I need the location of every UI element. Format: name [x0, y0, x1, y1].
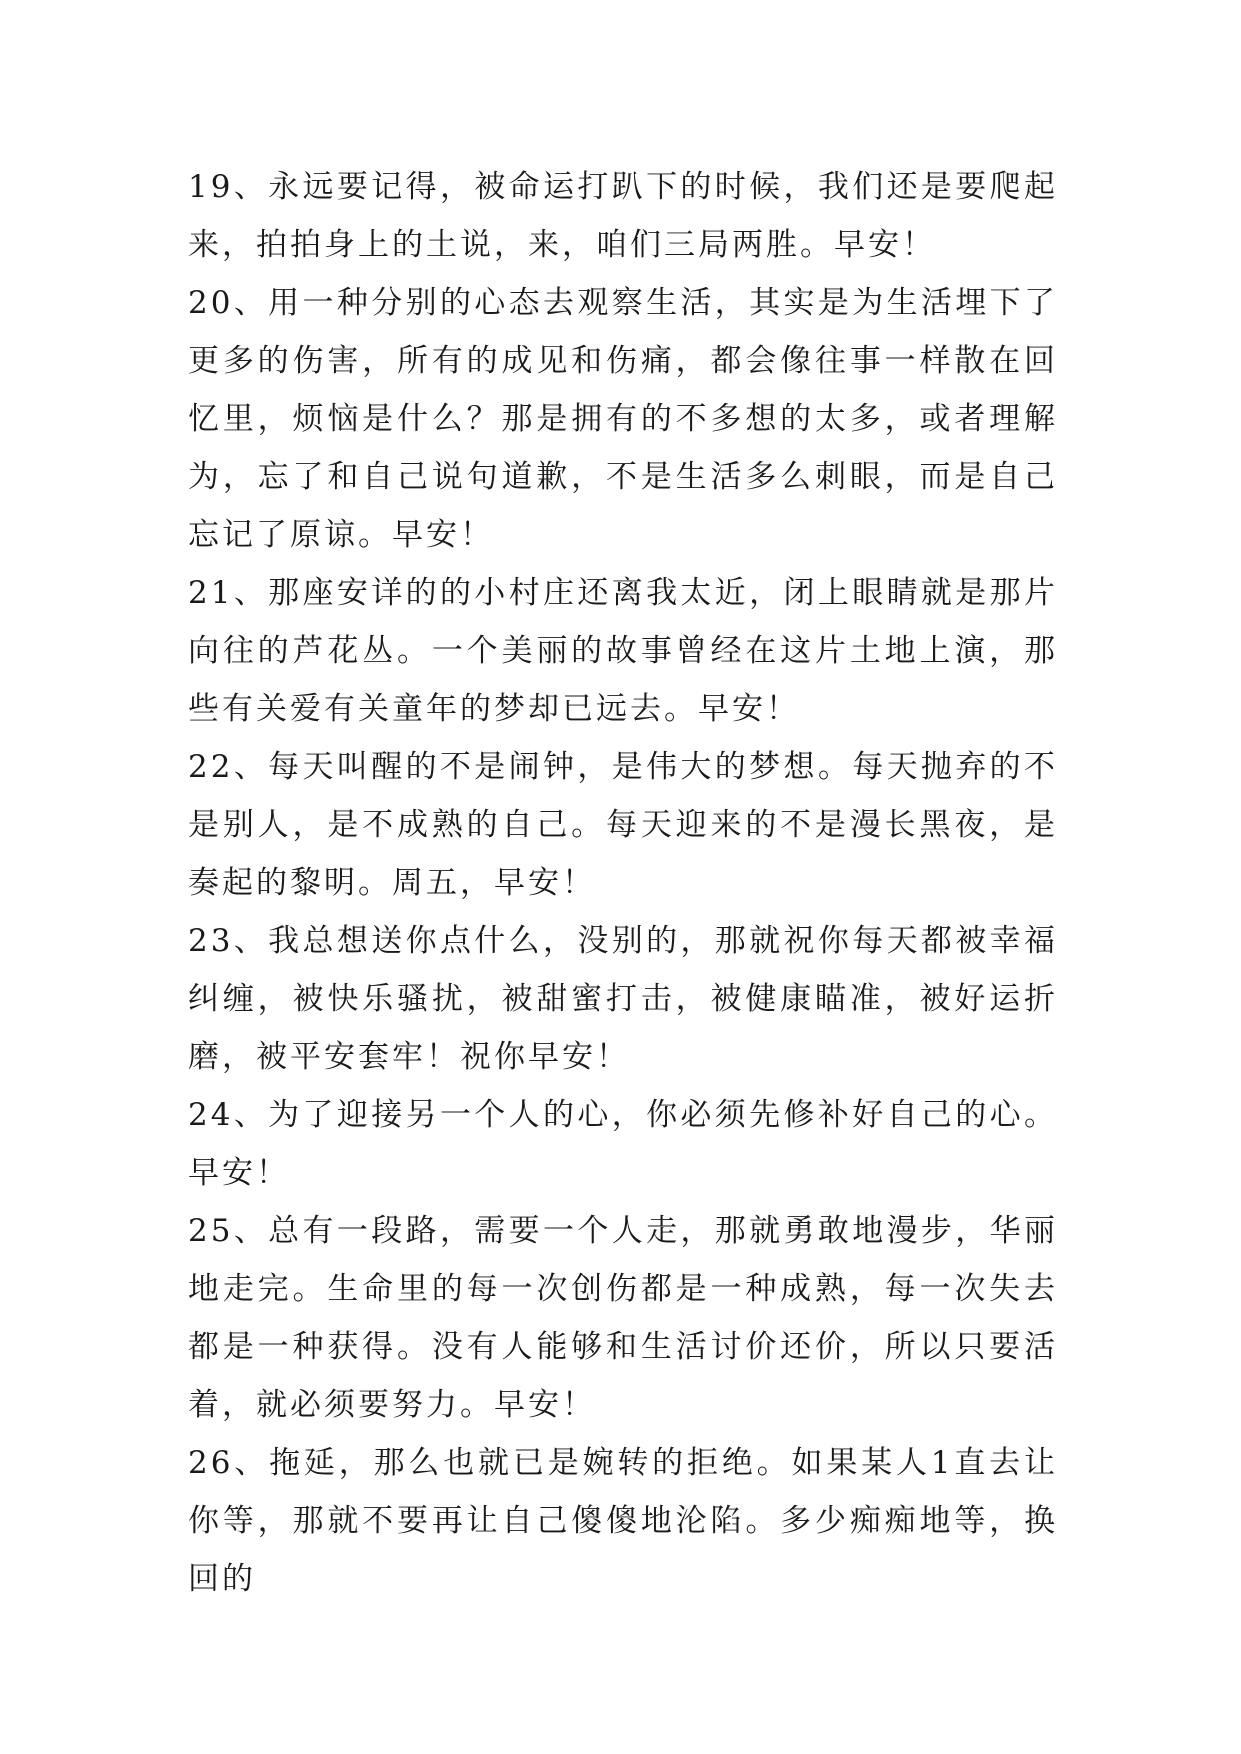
paragraph-19: 19、永远要记得，被命运打趴下的时候，我们还是要爬起来，拍拍身上的土说，来，咱们三局两胜。早安！ [188, 169, 1058, 263]
paragraph-24: 24、为了迎接另一个人的心，你必须先修补好自己的心。早安！ [188, 1097, 1058, 1191]
paragraph-26: 26、拖延，那么也就已是婉转的拒绝。如果某人1直去让你等，那就不要再让自己傻傻地沦陷。多少痴痴地等，换回的 [188, 1445, 1058, 1597]
paragraph-21: 21、那座安详的的小村庄还离我太近，闭上眼睛就是那片向往的芦花丛。一个美丽的故事曾经在这片土地上演，那些有关爱有关童年的梦却已远去。早安！ [188, 575, 1058, 727]
paragraph-23: 23、我总想送你点什么，没别的，那就祝你每天都被幸福纠缠，被快乐骚扰，被甜蜜打击，被健康瞄准，被好运折磨，被平安套牢！祝你早安！ [188, 923, 1058, 1075]
paragraph-25: 25、总有一段路，需要一个人走，那就勇敢地漫步，华丽地走完。生命里的每一次创伤都是一种成熟，每一次失去都是一种获得。没有人能够和生活讨价还价，所以只要活着，就必须要努力。早安！ [188, 1213, 1058, 1423]
paragraph-22: 22、每天叫醒的不是闹钟，是伟大的梦想。每天抛弃的不是别人，是不成熟的自己。每天迎来的不是漫长黑夜，是奏起的黎明。周五，早安！ [188, 749, 1058, 901]
document-body [188, 158, 1058, 1608]
paragraph-20: 20、用一种分别的心态去观察生活，其实是为生活埋下了更多的伤害，所有的成见和伤痛，都会像往事一样散在回忆里，烦恼是什么？那是拥有的不多想的太多，或者理解为，忘了和自己说句道歉，不是生活多么刺眼，而是自己忘记了原谅。早安！ [188, 285, 1058, 553]
